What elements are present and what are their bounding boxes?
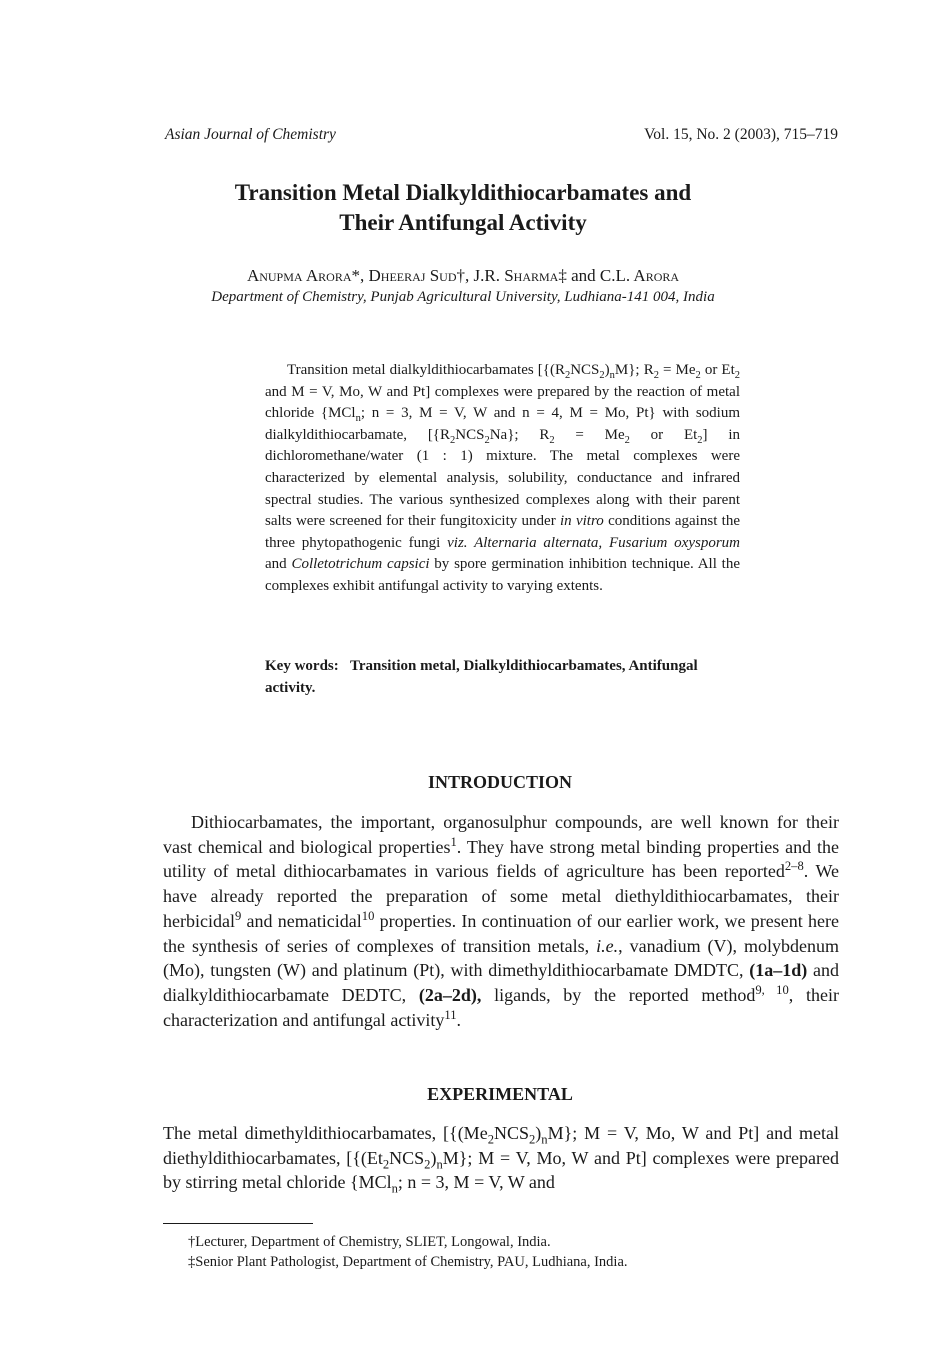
abstract-text: Transition metal dialkyldithiocarbamates [{(R bbox=[287, 362, 565, 378]
body-text: , their characterization and antifungal activity bbox=[163, 984, 839, 1030]
abstract-text: and bbox=[265, 556, 292, 573]
body-text: Dithiocarbamates, the important, organosulphur compounds, are well known for their vast chemical and biological properties bbox=[163, 812, 839, 857]
citation: 11 bbox=[444, 1007, 457, 1022]
abstract-text: or Et bbox=[700, 362, 735, 378]
section-heading-introduction: INTRODUCTION bbox=[427, 772, 573, 792]
subscript: 2 bbox=[382, 1157, 390, 1172]
author-list bbox=[0, 266, 926, 286]
abstract-text: by spore germination inhibition technique. All the complexes exhibit antifungal activity to varying extents. bbox=[265, 556, 740, 594]
abstract-text: R bbox=[643, 362, 654, 378]
subscript: n bbox=[391, 1182, 398, 1196]
abstract-text: ; n = 3, M = V, W and n = 4, M = Mo, Pt} with sodium dialkyldithiocarbamate, [{R bbox=[265, 405, 741, 443]
keywords-text: Transition metal, Dialkyldithiocarbamates, Antifungal activity. bbox=[265, 658, 698, 696]
body-text: . We have already reported the preparation of some metal diethyldithiocarbamates, their herbicidal bbox=[163, 861, 839, 931]
abstract bbox=[265, 360, 740, 598]
body-text: The metal dimethyldithiocarbamates, [{(Me bbox=[163, 1123, 488, 1143]
body-text: ) bbox=[430, 1147, 437, 1168]
subscript: 2 bbox=[624, 434, 630, 446]
affiliation: Department of Chemistry, Punjab Agricultural University, Ludhiana-141 004, India bbox=[211, 289, 715, 305]
introduction-paragraph bbox=[163, 810, 839, 1032]
keywords-label: Key words: bbox=[265, 658, 339, 674]
citation: 9, 10 bbox=[755, 982, 789, 997]
subscript: n bbox=[436, 1157, 443, 1172]
abstract-text: NCS bbox=[570, 362, 600, 378]
abstract-text: = Me bbox=[658, 362, 696, 378]
author-sep: , bbox=[360, 266, 365, 285]
author-and: and bbox=[571, 266, 596, 285]
section-heading-experimental: EXPERIMENTAL bbox=[427, 1084, 573, 1104]
abstract-text: or Et bbox=[629, 426, 698, 443]
abstract-italic: in vitro bbox=[560, 513, 604, 530]
abstract-text: ] in dichloromethane/water (1 : 1) mixture. The metal complexes were characterized by elemental analysis, solubility, conductance and infrared spectral studies. The various synthesized complexes along with their parent salts were screened for their fungitoxicity under bbox=[265, 426, 740, 530]
abstract-italic: viz. Alternaria alternata, Fusarium oxysporum bbox=[447, 534, 741, 551]
body-text: and nematicidal bbox=[241, 910, 362, 931]
title-line-1: Transition Metal Dialkyldithiocarbamates and bbox=[234, 180, 692, 205]
abstract-text: ) bbox=[604, 362, 610, 378]
subscript: 2 bbox=[424, 1157, 431, 1172]
footnote-1: †Lecturer, Department of Chemistry, SLIET, Longowal, India. bbox=[188, 1234, 551, 1250]
title-line-2: Their Antifungal Activity bbox=[339, 210, 587, 235]
abstract-text: NCS bbox=[455, 426, 485, 443]
body-text: NCS bbox=[493, 1123, 529, 1143]
body-text: M}; M = V, Mo, W and Pt] and metal diethyldithiocarbamates, [{(Et bbox=[163, 1123, 840, 1168]
volume-info: Vol. 15, No. 2 (2003), 715–719 bbox=[644, 126, 838, 143]
body-text: properties. In continuation of our earlier work, we present here the synthesis of series of complexes of transition metals, bbox=[163, 910, 839, 956]
citation: 1 bbox=[450, 834, 457, 849]
abstract-text: and M = V, Mo, W and Pt] complexes were prepared by the reaction of metal chloride {MCl bbox=[265, 383, 740, 422]
subscript: 2 bbox=[549, 434, 555, 446]
abstract-text: conditions against the three phytopathogenic fungi bbox=[265, 513, 740, 551]
author-1: Anupma Arora* bbox=[246, 266, 361, 285]
subscript: 2 bbox=[695, 370, 701, 381]
body-text: . bbox=[456, 1009, 462, 1030]
subscript: 2 bbox=[484, 434, 490, 446]
abstract-text: M}; bbox=[614, 362, 640, 378]
citation: 10 bbox=[361, 908, 375, 923]
subscript: 2 bbox=[487, 1132, 494, 1147]
subscript: 2 bbox=[653, 370, 659, 381]
footnotes bbox=[188, 1232, 628, 1272]
subscript: 2 bbox=[529, 1132, 536, 1147]
body-text: ligands, by the reported method bbox=[481, 984, 756, 1005]
author-4: C.L. Arora bbox=[599, 266, 680, 285]
abstract-text: Na}; R bbox=[489, 426, 550, 443]
author-sep: , bbox=[465, 266, 470, 285]
footnote-2: ‡Senior Plant Pathologist, Department of Chemistry, PAU, Ludhiana, India. bbox=[188, 1254, 628, 1270]
body-italic: i.e. bbox=[596, 935, 619, 956]
body-text: , vanadium (V), molybdenum (Mo), tungsten (W) and platinum (Pt), with dimethyldithiocarbamate DMDTC, bbox=[163, 935, 839, 981]
compound-label: (1a–1d) bbox=[749, 960, 808, 981]
citation: 2–8 bbox=[784, 859, 804, 874]
experimental-paragraph bbox=[163, 1121, 839, 1195]
subscript: 2 bbox=[450, 434, 456, 446]
abstract-text: = Me bbox=[554, 426, 625, 443]
compound-label: (2a–2d), bbox=[418, 984, 482, 1005]
body-text: and dialkyldithiocarbamate DEDTC, bbox=[163, 960, 839, 1005]
footnote-rule bbox=[163, 1223, 313, 1224]
subscript: 2 bbox=[564, 370, 571, 381]
body-text: . They have strong metal binding properties and the utility of metal dithiocarbamates in various fields of agriculture has been reported bbox=[163, 836, 840, 882]
keywords bbox=[265, 655, 740, 699]
paper-title bbox=[0, 178, 926, 238]
abstract-italic: Colletotrichum capsici bbox=[291, 556, 430, 573]
body-text: NCS bbox=[389, 1147, 425, 1168]
subscript: n bbox=[355, 413, 361, 425]
body-text: ; n = 3, M = V, W and bbox=[397, 1172, 555, 1193]
author-3: J.R. Sharma‡ bbox=[473, 266, 567, 285]
subscript: 2 bbox=[599, 370, 605, 381]
subscript: 2 bbox=[734, 370, 741, 381]
subscript: 2 bbox=[697, 434, 703, 446]
subscript: n bbox=[609, 370, 615, 381]
body-text: M}; M = V, Mo, W and Pt] complexes were prepared by stirring metal chloride {MCl bbox=[163, 1147, 839, 1193]
subscript: n bbox=[541, 1132, 548, 1147]
journal-name: Asian Journal of Chemistry bbox=[165, 126, 336, 143]
citation: 9 bbox=[234, 908, 242, 923]
author-2: Dheeraj Sud† bbox=[368, 266, 465, 285]
body-text: ) bbox=[535, 1123, 542, 1143]
